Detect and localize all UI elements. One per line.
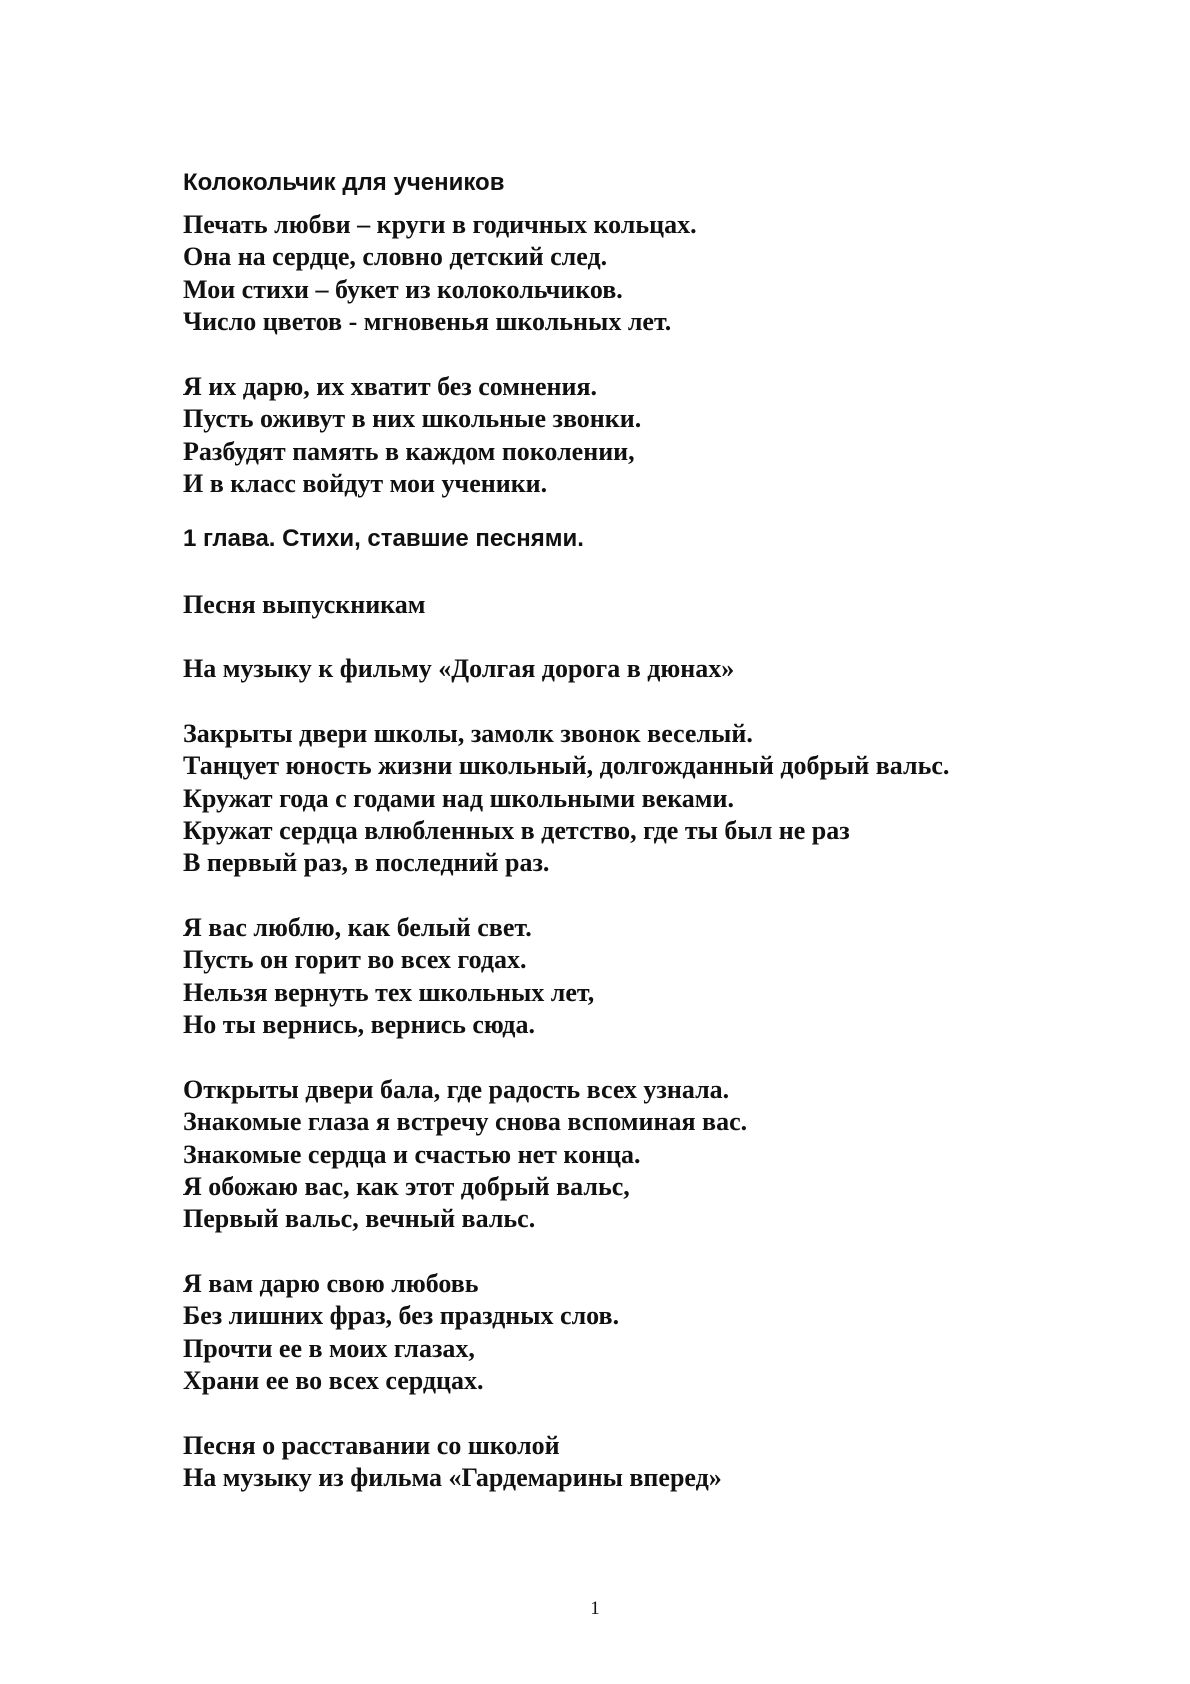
- verse-line: Печать любви – круги в годичных кольцах.: [183, 210, 697, 239]
- verse-line: Пусть оживут в них школьные звонки.: [183, 404, 642, 434]
- verse-line: Я обожаю вас, как этот добрый вальс,: [183, 1171, 630, 1201]
- verse-line: Но ты вернись, вернись сюда.: [183, 1009, 535, 1039]
- verse-line: В первый раз, в последний раз.: [183, 848, 550, 878]
- verse-line: Она на сердце, словно детский след.: [183, 242, 608, 272]
- verse-line: Мои стихи – букет из колокольчиков.: [183, 274, 623, 304]
- intro-stanza-2: [183, 371, 641, 500]
- intro-stanza-1: [183, 209, 697, 338]
- verse-line: Прочти ее в моих глазах,: [183, 1333, 475, 1363]
- verse-line: Открыты двери бала, где радость всех узнала.: [183, 1075, 730, 1104]
- song-title: Песня выпускникам: [183, 590, 426, 619]
- verse-line: Храни ее во всех сердцах.: [183, 1365, 484, 1395]
- verse-line: Знакомые сердца и счастью нет конца.: [183, 1139, 641, 1169]
- verse-line: Я их дарю, их хватит без сомнения.: [183, 372, 598, 401]
- verse-line: Без лишних фраз, без праздных слов.: [183, 1301, 620, 1331]
- verse-line: И в класс войдут мои ученики.: [183, 468, 548, 498]
- song1-stanza-2: [183, 912, 594, 1041]
- verse-line: Знакомые глаза я встречу снова вспоминая вас.: [183, 1107, 748, 1137]
- verse-line: Первый вальс, вечный вальс.: [183, 1204, 536, 1234]
- chapter-title: 1 глава. Стихи, ставшие песнями.: [183, 525, 584, 552]
- verse-line: Я вас люблю, как белый свет.: [183, 913, 532, 942]
- song2-header: [183, 1430, 722, 1495]
- song1-title: [183, 589, 425, 621]
- poem-title: Колокольчик для учеников: [183, 169, 505, 196]
- verse-line: Кружат сердца влюбленных в детство, где ты был не раз: [183, 815, 850, 845]
- verse-line: Танцует юность жизни школьный, долгожданный добрый вальс.: [183, 751, 950, 781]
- song-title: Песня о расставании со школой: [183, 1431, 560, 1460]
- page-number: 1: [590, 1598, 600, 1619]
- verse-line: Число цветов - мгновенья школьных лет.: [183, 306, 672, 336]
- verse-line: Пусть он горит во всех годах.: [183, 945, 527, 975]
- song1-stanza-4: [183, 1268, 619, 1397]
- song1-subtitle: [183, 653, 734, 685]
- song1-stanza-3: [183, 1074, 747, 1235]
- song-subtitle: На музыку из фильма «Гардемарины вперед»: [183, 1463, 722, 1493]
- song1-stanza-1: [183, 718, 949, 879]
- verse-line: Закрыты двери школы, замолк звонок веселый.: [183, 719, 753, 748]
- song-subtitle: На музыку к фильму «Долгая дорога в дюнах»: [183, 654, 735, 683]
- verse-line: Разбудят память в каждом поколении,: [183, 436, 635, 466]
- verse-line: Я вам дарю свою любовь: [183, 1269, 479, 1298]
- verse-line: Кружат года с годами над школьными веками.: [183, 783, 734, 813]
- verse-line: Нельзя вернуть тех школьных лет,: [183, 977, 595, 1007]
